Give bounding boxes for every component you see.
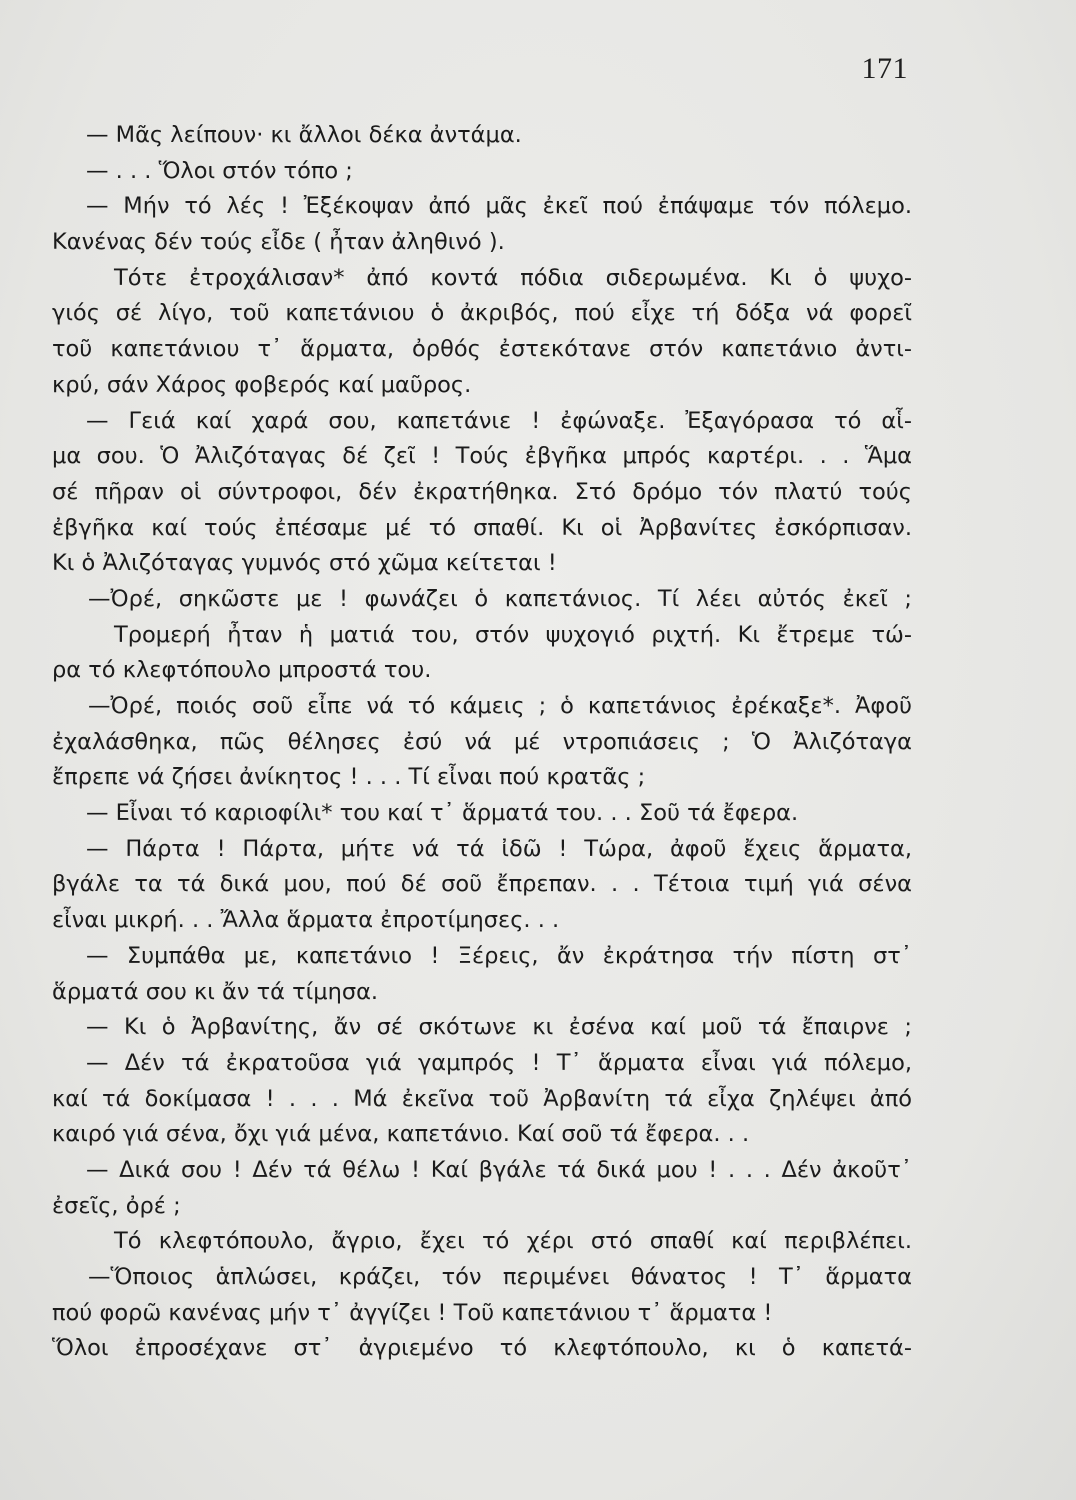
text-line: — Δέν τά ἐκρατοῦσα γιά γαμπρός ! Τ᾿ ἅρματα εἶναι γιά πόλεμο, (86, 1049, 912, 1076)
text-line: ἐβγῆκα καί τούς ἐπέσαμε μέ τό σπαθί. Κι οἱ Ἀρβανίτες ἐσκόρπισαν. (52, 514, 912, 541)
page-number: 171 (861, 52, 908, 85)
text-line: βγάλε τα τά δικά μου, πού δέ σοῦ ἔπρεπαν. . . Τέτοια τιμή γιά σένα (52, 871, 912, 898)
text-line: —Ὅποιος ἁπλώσει, κράζει, τόν περιμένει θάνατος ! Τ᾿ ἅρματα (88, 1264, 912, 1290)
text-line: καιρό γιά σένα, ὄχι γιά μένα, καπετάνιο. Καί σοῦ τά ἔφερα. . . (52, 1121, 750, 1148)
text-line: καί τά δοκίμασα ! . . . Μά ἐκεῖνα τοῦ Ἀρβανίτη τά εἶχα ζηλέψει ἀπό (52, 1085, 912, 1112)
text-line: πού φορῶ κανένας μήν τ᾿ ἀγγίζει ! Τοῦ καπετάνιου τ᾿ ἅρματα ! (52, 1299, 773, 1326)
text-line: τοῦ καπετάνιου τ᾿ ἅρματα, ὀρθός ἐστεκότανε στόν καπετάνιο ἀντι- (52, 336, 912, 363)
text-line: —Ὀρέ, σηκῶστε με ! φωνάζει ὁ καπετάνιος. Τί λέει αὐτός ἐκεῖ ; (88, 585, 912, 612)
text-line: σέ πῆραν οἱ σύντροφοι, δέν ἐκρατήθηκα. Στό δρόμο τόν πλατύ τούς (52, 478, 912, 505)
text-line: — Μᾶς λείπουν· κι ἄλλοι δέκα ἀντάμα. (86, 122, 522, 148)
text-line: ἐσεῖς, ὀρέ ; (52, 1192, 181, 1219)
text-line: — . . . Ὅλοι στόν τόπο ; (86, 157, 353, 184)
text-line: — Συμπάθα με, καπετάνιο ! Ξέρεις, ἄν ἐκράτησα τήν πίστη στ᾿ (86, 942, 912, 969)
text-line: κρύ, σάν Χάρος φοβερός καί μαῦρος. (52, 371, 472, 398)
text-line: ἐχαλάσθηκα, πῶς θέλησες ἐσύ νά μέ ντροπιάσεις ; Ὁ Ἀλιζόταγα (52, 728, 912, 755)
text-line: —Ὀρέ, ποιός σοῦ εἶπε νά τό κάμεις ; ὁ καπετάνιος ἐρέκαξε*. Ἀφοῦ (88, 693, 912, 719)
text-line: Τρομερή ἦταν ἡ ματιά του, στόν ψυχογιό ριχτή. Κι ἔτρεμε τώ- (114, 621, 912, 648)
text-line: — Κι ὁ Ἀρβανίτης, ἄν σέ σκότωνε κι ἐσένα καί μοῦ τά ἔπαιρνε ; (86, 1014, 912, 1041)
text-line: μα σου. Ὁ Ἀλιζόταγας δέ ζεῖ ! Τούς ἐβγῆκα μπρός καρτέρι. . . Ἅμα (52, 443, 912, 470)
text-line: Κι ὁ Ἀλιζόταγας γυμνός στό χῶμα κείτεται ! (52, 550, 557, 577)
text-line: Τότε ἐτροχάλισαν* ἀπό κοντά πόδια σιδερωμένα. Κι ὁ ψυχο- (114, 264, 912, 291)
text-line: — Δικά σου ! Δέν τά θέλω ! Καί βγάλε τά δικά μου ! . . . Δέν ἀκοῦτ᾿ (86, 1156, 912, 1183)
text-line: ἔπρεπε νά ζήσει ἀνίκητος ! . . . Τί εἶναι πού κρατᾶς ; (52, 764, 646, 791)
text-line: Ὅλοι ἐπροσέχανε στ᾿ ἀγριεμένο τό κλεφτόπουλο, κι ὁ καπετά- (52, 1335, 912, 1362)
text-line: — Γειά καί χαρά σου, καπετάνιε ! ἐφώναξε. Ἐξαγόρασα τό αἷ- (86, 407, 912, 434)
text-line: γιός σέ λίγο, τοῦ καπετάνιου ὁ ἀκριβός, πού εἶχε τή δόξα νά φορεῖ (52, 300, 912, 327)
text-line: — Μήν τό λές ! Ἐξέκοψαν ἀπό μᾶς ἐκεῖ πού ἐπάψαμε τόν πόλεμο. (86, 193, 912, 220)
body-text (52, 118, 912, 1367)
text-line: Τό κλεφτόπουλο, ἄγριο, ἔχει τό χέρι στό σπαθί καί περιβλέπει. (114, 1228, 912, 1255)
text-line: εἶναι μικρή. . . Ἄλλα ἅρματα ἐπροτίμησες. . . (52, 907, 560, 934)
text-line: Κανένας δέν τούς εἶδε ( ἦταν ἀληθινό ). (52, 229, 505, 256)
text-line: ἅρματά σου κι ἄν τά τίμησα. (52, 978, 379, 1005)
text-line: — Πάρτα ! Πάρτα, μήτε νά τά ἰδῶ ! Τώρα, ἀφοῦ ἔχεις ἅρματα, (86, 835, 912, 862)
text-line: ρα τό κλεφτόπουλο μπροστά του. (52, 657, 432, 684)
text-line: — Εἶναι τό καριοφίλι* του καί τ᾿ ἅρματά του. . . Σοῦ τά ἔφερα. (86, 800, 799, 827)
